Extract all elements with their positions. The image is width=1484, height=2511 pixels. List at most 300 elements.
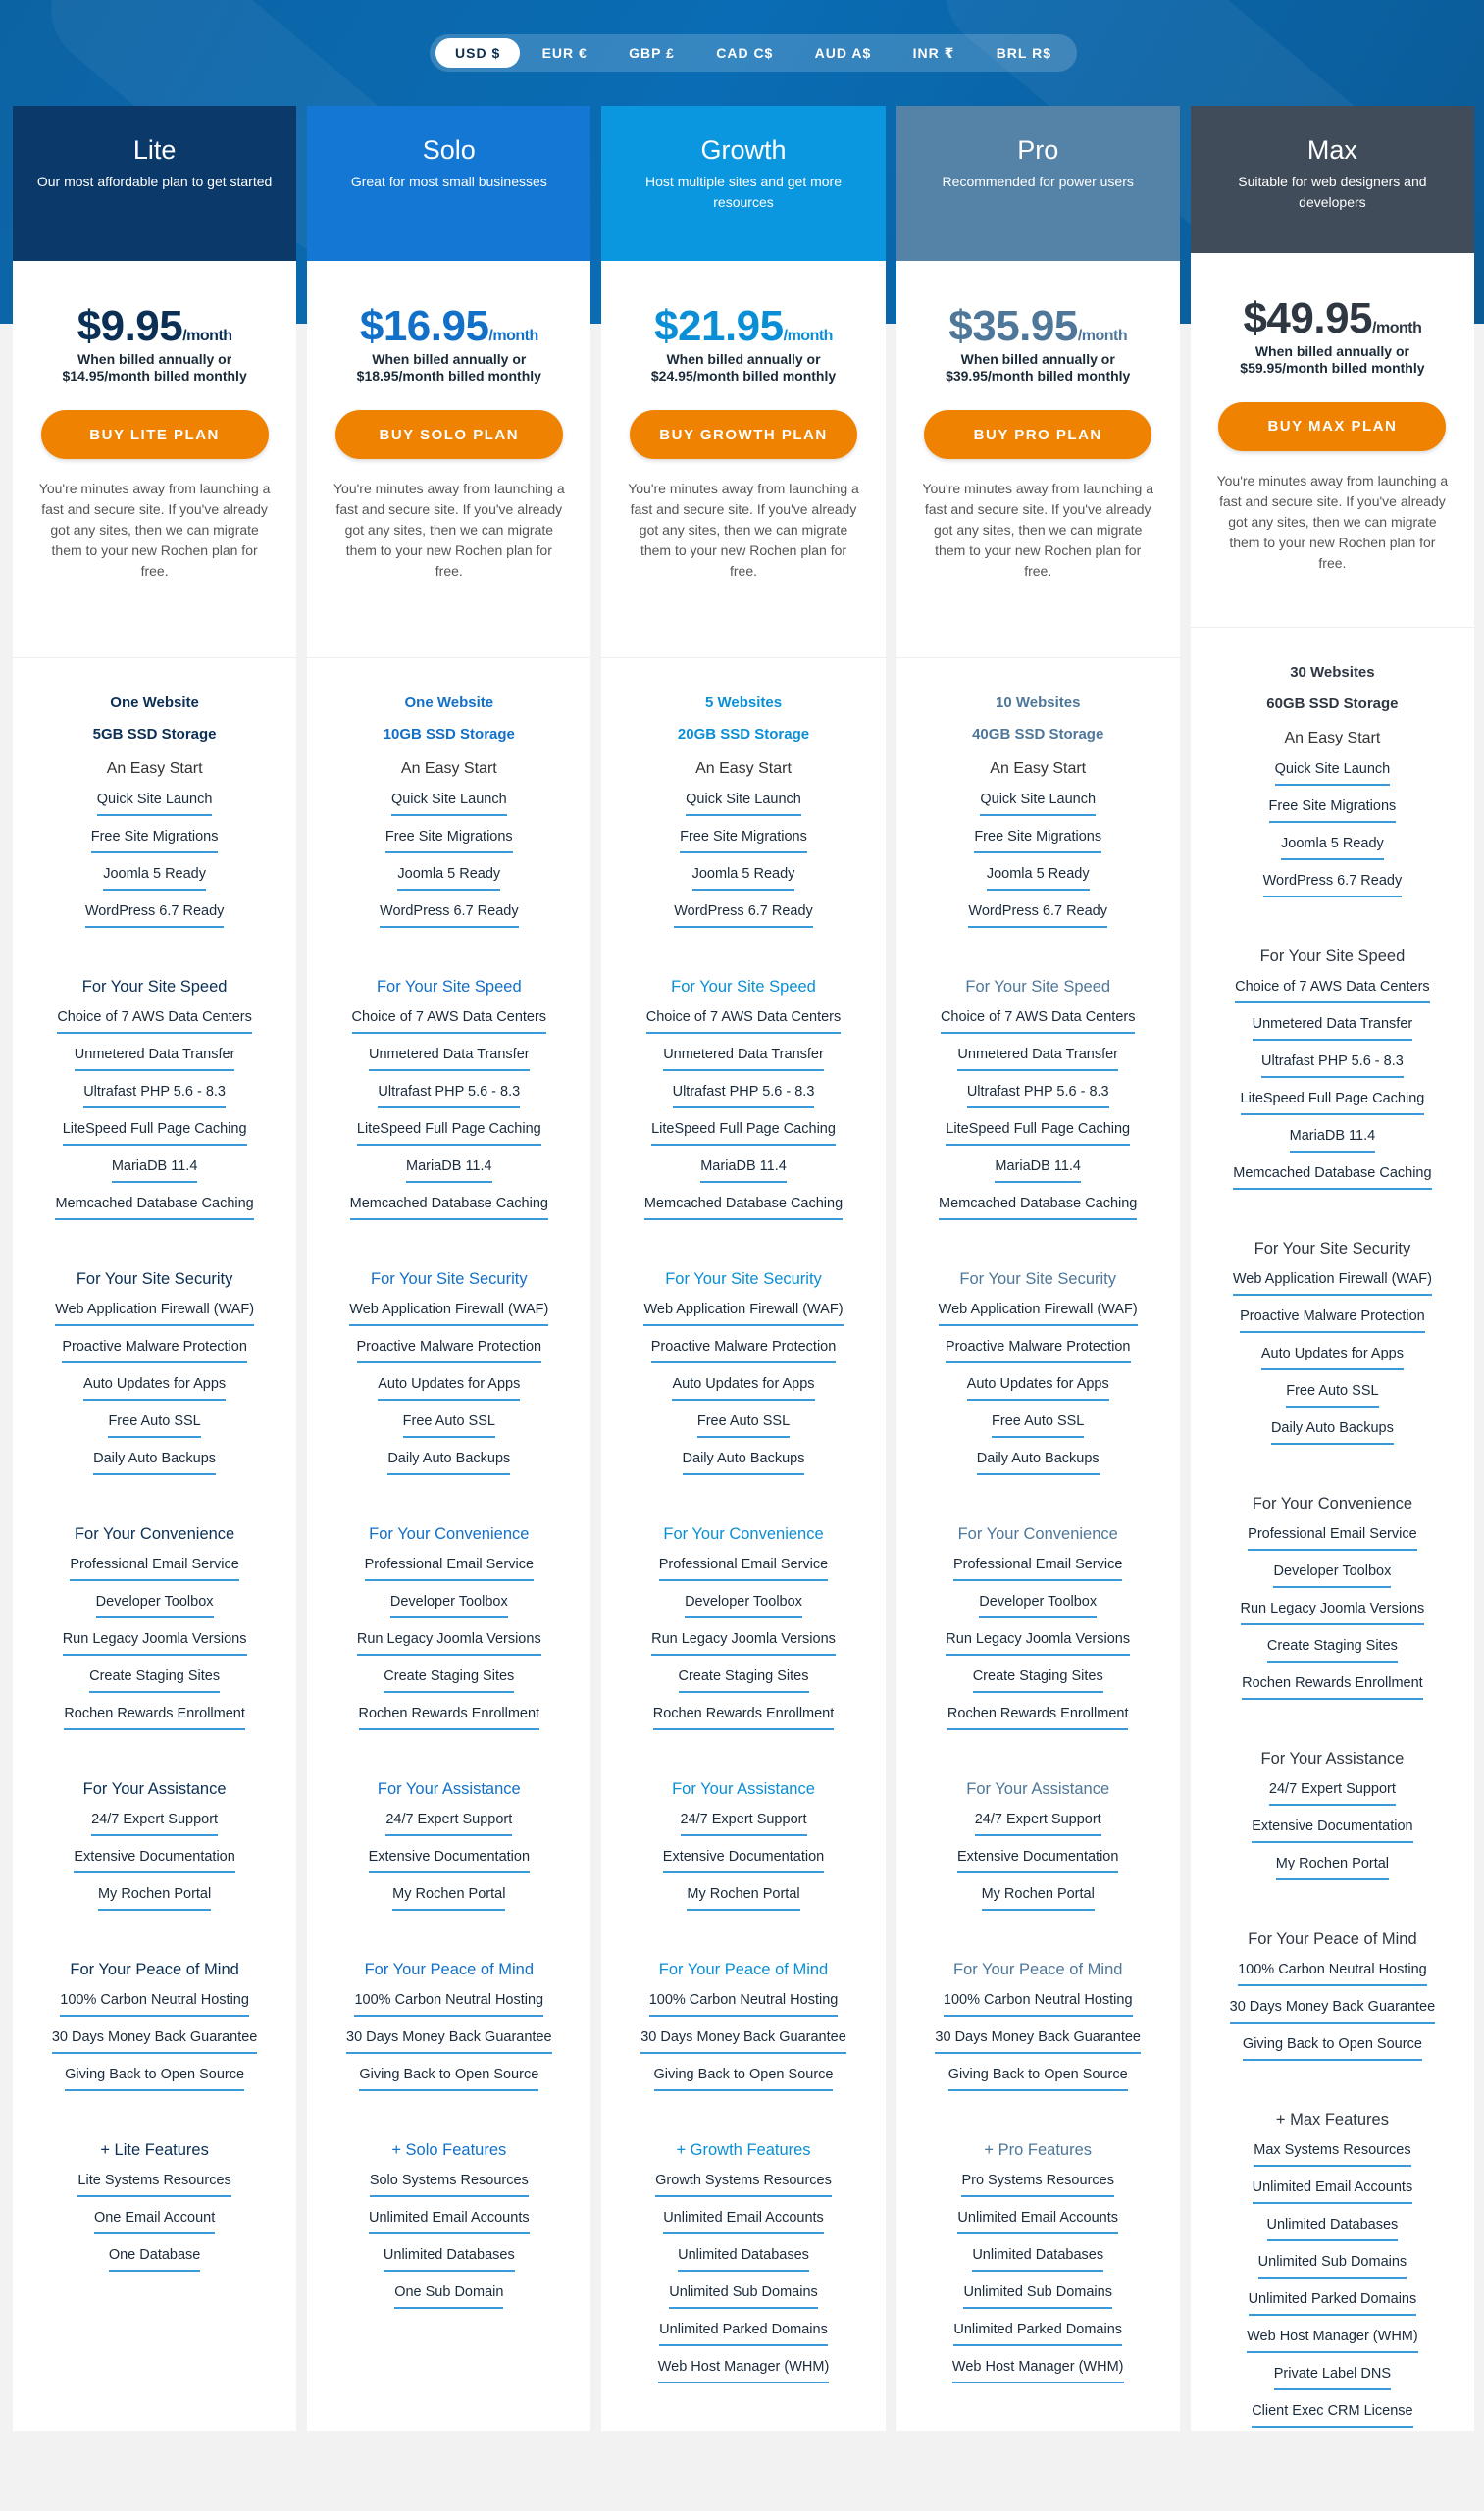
feature-link[interactable]: 100% Carbon Neutral Hosting bbox=[649, 1990, 839, 2017]
feature-link[interactable]: 100% Carbon Neutral Hosting bbox=[60, 1990, 249, 2017]
feature-group bbox=[896, 1959, 1180, 2094]
feature-link[interactable]: Web Host Manager (WHM) bbox=[1247, 2327, 1418, 2353]
feature-link[interactable]: Web Host Manager (WHM) bbox=[952, 2357, 1124, 2383]
currency-tab[interactable]: EUR € bbox=[541, 45, 588, 61]
feature-link[interactable]: Memcached Database Caching bbox=[939, 1194, 1137, 1220]
feature-link[interactable]: Create Staging Sites bbox=[89, 1666, 220, 1693]
feature-row bbox=[601, 2200, 885, 2237]
feature-row bbox=[1191, 751, 1474, 789]
feature-link[interactable]: Create Staging Sites bbox=[1267, 1636, 1398, 1663]
feature-group bbox=[1191, 946, 1474, 1193]
feature-row bbox=[307, 1329, 590, 1366]
feature-group bbox=[896, 1268, 1180, 1478]
feature-row bbox=[13, 1074, 296, 1111]
feature-link[interactable]: My Rochen Portal bbox=[687, 1884, 799, 1911]
feature-link[interactable]: Rochen Rewards Enrollment bbox=[653, 1704, 835, 1730]
feature-row bbox=[1191, 969, 1474, 1006]
feature-link[interactable]: Quick Site Launch bbox=[1275, 759, 1391, 786]
feature-link[interactable]: Rochen Rewards Enrollment bbox=[64, 1704, 245, 1730]
feature-group bbox=[13, 1523, 296, 1733]
feature-link[interactable]: Run Legacy Joomla Versions bbox=[651, 1629, 836, 1656]
feature-row bbox=[13, 2057, 296, 2094]
feature-link[interactable]: Proactive Malware Protection bbox=[1240, 1307, 1425, 1333]
feature-link[interactable]: Giving Back to Open Source bbox=[654, 2065, 834, 2091]
storage: 10GB SSD Storage bbox=[383, 726, 515, 743]
feature-link[interactable]: Choice of 7 AWS Data Centers bbox=[352, 1007, 547, 1034]
feature-link[interactable]: Web Host Manager (WHM) bbox=[658, 2357, 830, 2383]
price-period: /month bbox=[783, 328, 833, 344]
feature-link[interactable]: Unlimited Sub Domains bbox=[1258, 2252, 1407, 2279]
feature-link[interactable]: Unlimited Databases bbox=[972, 2245, 1103, 2272]
feature-group-title: For Your Site Security bbox=[665, 1270, 822, 1288]
feature-row bbox=[1191, 1809, 1474, 1846]
feature-row bbox=[1191, 1299, 1474, 1336]
feature-row bbox=[1191, 1118, 1474, 1155]
feature-group bbox=[1191, 726, 1474, 900]
feature-row bbox=[307, 1404, 590, 1441]
feature-link[interactable]: WordPress 6.7 Ready bbox=[1263, 871, 1403, 897]
feature-link[interactable]: MariaDB 11.4 bbox=[995, 1156, 1081, 1183]
feature-link[interactable]: 30 Days Money Back Guarantee bbox=[935, 2027, 1141, 2054]
feature-link[interactable]: My Rochen Portal bbox=[982, 1884, 1095, 1911]
feature-row bbox=[1191, 1771, 1474, 1809]
feature-link[interactable]: Giving Back to Open Source bbox=[1243, 2034, 1422, 2061]
feature-row bbox=[307, 2163, 590, 2200]
feature-row bbox=[1191, 863, 1474, 900]
feature-link[interactable]: Choice of 7 AWS Data Centers bbox=[941, 1007, 1136, 1034]
feature-row bbox=[307, 894, 590, 931]
feature-row bbox=[307, 1441, 590, 1478]
feature-row bbox=[601, 1802, 885, 1839]
feature-link[interactable]: Unmetered Data Transfer bbox=[957, 1045, 1118, 1071]
feature-link[interactable]: Developer Toolbox bbox=[390, 1592, 508, 1618]
feature-row bbox=[896, 782, 1180, 819]
feature-row bbox=[307, 2275, 590, 2312]
price-period: /month bbox=[1372, 319, 1422, 336]
feature-link[interactable]: Proactive Malware Protection bbox=[946, 1337, 1131, 1363]
buy-pro-button[interactable]: BUY PRO PLAN bbox=[924, 410, 1151, 459]
feature-row bbox=[601, 1149, 885, 1186]
buy-growth-button[interactable]: BUY GROWTH PLAN bbox=[630, 410, 857, 459]
feature-row bbox=[1191, 789, 1474, 826]
feature-link[interactable]: Extensive Documentation bbox=[1252, 1817, 1412, 1843]
feature-link[interactable]: Ultrafast PHP 5.6 - 8.3 bbox=[83, 1082, 226, 1108]
feature-link[interactable]: Client Exec CRM License bbox=[1252, 2401, 1412, 2428]
plan-blurb: You're minutes away from launching a fast and secure site. If you've already got any sites, then we can migrate them to your new Rochen plan for free. bbox=[628, 481, 859, 579]
feature-link[interactable]: Quick Site Launch bbox=[686, 790, 801, 816]
feature-row bbox=[13, 1621, 296, 1659]
feature-row bbox=[307, 2237, 590, 2275]
feature-link[interactable]: Ultrafast PHP 5.6 - 8.3 bbox=[378, 1082, 520, 1108]
feature-group-title: For Your Convenience bbox=[957, 1525, 1118, 1543]
plan-card-solo bbox=[307, 106, 590, 2431]
feature-row bbox=[601, 2020, 885, 2057]
plan-header bbox=[1191, 106, 1474, 253]
feature-link[interactable]: WordPress 6.7 Ready bbox=[380, 901, 519, 928]
feature-link[interactable]: Auto Updates for Apps bbox=[967, 1374, 1109, 1401]
feature-link[interactable]: Unlimited Email Accounts bbox=[957, 2208, 1118, 2234]
plan-name: Lite bbox=[132, 135, 177, 165]
feature-row bbox=[1191, 1591, 1474, 1628]
feature-link[interactable]: Giving Back to Open Source bbox=[359, 2065, 538, 2091]
feature-link[interactable]: Max Systems Resources bbox=[1254, 2140, 1410, 2167]
feature-group bbox=[896, 976, 1180, 1223]
feature-link[interactable]: One Email Account bbox=[94, 2208, 215, 2234]
price bbox=[26, 302, 282, 351]
feature-group-title: + Pro Features bbox=[984, 2141, 1093, 2159]
feature-link[interactable]: Web Application Firewall (WAF) bbox=[1233, 1269, 1432, 1296]
feature-row bbox=[1191, 2170, 1474, 2207]
feature-group bbox=[896, 756, 1180, 931]
currency-tab[interactable]: AUD A$ bbox=[814, 45, 872, 61]
site-count: 30 Websites bbox=[1290, 664, 1375, 681]
feature-link[interactable]: My Rochen Portal bbox=[98, 1884, 211, 1911]
currency-tab[interactable]: INR ₹ bbox=[912, 44, 955, 61]
feature-row bbox=[13, 1329, 296, 1366]
feature-row bbox=[13, 1982, 296, 2020]
feature-row bbox=[601, 782, 885, 819]
feature-row bbox=[13, 782, 296, 819]
feature-link[interactable]: Extensive Documentation bbox=[957, 1847, 1118, 1873]
feature-link[interactable]: Professional Email Service bbox=[365, 1555, 534, 1581]
feature-link[interactable]: Unlimited Databases bbox=[678, 2245, 809, 2272]
feature-group bbox=[13, 1959, 296, 2094]
feature-link[interactable]: Run Legacy Joomla Versions bbox=[63, 1629, 247, 1656]
feature-row bbox=[307, 2200, 590, 2237]
feature-row bbox=[1191, 1261, 1474, 1299]
feature-link[interactable]: Auto Updates for Apps bbox=[1261, 1344, 1404, 1370]
price-section bbox=[13, 261, 296, 658]
feature-link[interactable]: Rochen Rewards Enrollment bbox=[359, 1704, 540, 1730]
feature-row bbox=[1191, 1155, 1474, 1193]
feature-row bbox=[307, 1186, 590, 1223]
feature-row bbox=[601, 2163, 885, 2200]
feature-group-title: For Your Assistance bbox=[672, 1780, 815, 1798]
feature-link[interactable]: Unlimited Parked Domains bbox=[1249, 2289, 1417, 2316]
feature-link[interactable]: 100% Carbon Neutral Hosting bbox=[944, 1990, 1133, 2017]
feature-link[interactable]: Developer Toolbox bbox=[979, 1592, 1097, 1618]
feature-group-title: For Your Assistance bbox=[1260, 1750, 1405, 1768]
feature-link[interactable]: 100% Carbon Neutral Hosting bbox=[354, 1990, 543, 2017]
feature-row bbox=[1191, 1006, 1474, 1044]
feature-link[interactable]: Professional Email Service bbox=[70, 1555, 238, 1581]
currency-tab[interactable]: USD $ bbox=[435, 38, 520, 68]
feature-link[interactable]: Daily Auto Backups bbox=[387, 1449, 510, 1475]
feature-group bbox=[307, 976, 590, 1223]
feature-row bbox=[601, 1441, 885, 1478]
feature-row bbox=[601, 1329, 885, 1366]
feature-link[interactable]: Web Application Firewall (WAF) bbox=[55, 1300, 254, 1326]
feature-row bbox=[307, 1547, 590, 1584]
feature-group bbox=[307, 2139, 590, 2312]
feature-link[interactable]: Run Legacy Joomla Versions bbox=[357, 1629, 541, 1656]
feature-link[interactable]: Unmetered Data Transfer bbox=[369, 1045, 530, 1071]
feature-row bbox=[601, 1696, 885, 1733]
feature-link[interactable]: 24/7 Expert Support bbox=[975, 1810, 1101, 1836]
feature-row bbox=[13, 1547, 296, 1584]
feature-group bbox=[307, 756, 590, 931]
feature-link[interactable]: Memcached Database Caching bbox=[644, 1194, 843, 1220]
feature-link[interactable]: 24/7 Expert Support bbox=[1269, 1779, 1396, 1806]
feature-link[interactable]: Extensive Documentation bbox=[663, 1847, 824, 1873]
feature-link[interactable]: Unlimited Parked Domains bbox=[659, 2320, 828, 2346]
feature-link[interactable]: Ultrafast PHP 5.6 - 8.3 bbox=[967, 1082, 1109, 1108]
feature-link[interactable]: Free Auto SSL bbox=[697, 1411, 790, 1438]
feature-link[interactable]: LiteSpeed Full Page Caching bbox=[946, 1119, 1130, 1146]
feature-link[interactable]: Professional Email Service bbox=[1248, 1524, 1416, 1551]
feature-list bbox=[307, 658, 590, 2312]
feature-link[interactable]: Pro Systems Resources bbox=[961, 2171, 1114, 2197]
feature-group-title: For Your Site Security bbox=[1254, 1240, 1411, 1257]
feature-row bbox=[896, 2237, 1180, 2275]
feature-link[interactable]: 30 Days Money Back Guarantee bbox=[52, 2027, 258, 2054]
feature-group-title: For Your Site Security bbox=[76, 1270, 233, 1288]
feature-link[interactable]: Growth Systems Resources bbox=[655, 2171, 832, 2197]
feature-link[interactable]: Web Application Firewall (WAF) bbox=[939, 1300, 1138, 1326]
feature-row bbox=[307, 1037, 590, 1074]
feature-link[interactable]: MariaDB 11.4 bbox=[700, 1156, 787, 1183]
feature-row bbox=[13, 1839, 296, 1876]
feature-group bbox=[1191, 1748, 1474, 1883]
feature-link[interactable]: Free Auto SSL bbox=[108, 1411, 200, 1438]
feature-row bbox=[896, 1802, 1180, 1839]
feature-link[interactable]: Free Site Migrations bbox=[1269, 796, 1397, 823]
feature-link[interactable]: Joomla 5 Ready bbox=[692, 864, 795, 891]
feature-link[interactable]: Auto Updates for Apps bbox=[378, 1374, 520, 1401]
feature-row bbox=[601, 1876, 885, 1914]
billing-monthly: $39.95/month billed monthly bbox=[946, 368, 1131, 384]
feature-link[interactable]: Free Site Migrations bbox=[680, 827, 807, 853]
feature-link[interactable]: Free Site Migrations bbox=[974, 827, 1101, 853]
feature-link[interactable]: Daily Auto Backups bbox=[683, 1449, 805, 1475]
feature-link[interactable]: Free Site Migrations bbox=[91, 827, 219, 853]
feature-link[interactable]: Quick Site Launch bbox=[391, 790, 507, 816]
feature-link[interactable]: WordPress 6.7 Ready bbox=[85, 901, 225, 928]
feature-link[interactable]: Unlimited Email Accounts bbox=[1253, 2178, 1413, 2204]
site-count: One Website bbox=[404, 694, 494, 711]
feature-link[interactable]: Unmetered Data Transfer bbox=[1253, 1014, 1413, 1041]
feature-link[interactable]: Professional Email Service bbox=[659, 1555, 828, 1581]
feature-row bbox=[601, 1186, 885, 1223]
feature-row bbox=[1191, 1081, 1474, 1118]
feature-link[interactable]: LiteSpeed Full Page Caching bbox=[357, 1119, 541, 1146]
feature-link[interactable]: Unmetered Data Transfer bbox=[75, 1045, 235, 1071]
feature-link[interactable]: 30 Days Money Back Guarantee bbox=[346, 2027, 552, 2054]
feature-link[interactable]: Web Application Firewall (WAF) bbox=[643, 1300, 843, 1326]
feature-group bbox=[601, 976, 885, 1223]
feature-row bbox=[1191, 2319, 1474, 2356]
feature-link[interactable]: MariaDB 11.4 bbox=[406, 1156, 492, 1183]
feature-link[interactable]: Proactive Malware Protection bbox=[62, 1337, 247, 1363]
price-amount: $9.95 bbox=[77, 302, 183, 350]
feature-group-title: An Easy Start bbox=[106, 760, 203, 777]
feature-row bbox=[1191, 1044, 1474, 1081]
buy-lite-button[interactable]: BUY LITE PLAN bbox=[41, 410, 269, 459]
feature-group-title: For Your Convenience bbox=[74, 1525, 235, 1543]
feature-link[interactable]: Free Auto SSL bbox=[992, 1411, 1084, 1438]
feature-link[interactable]: MariaDB 11.4 bbox=[112, 1156, 198, 1183]
feature-link[interactable]: Extensive Documentation bbox=[369, 1847, 530, 1873]
feature-link[interactable]: Daily Auto Backups bbox=[93, 1449, 216, 1475]
buy-solo-button[interactable]: BUY SOLO PLAN bbox=[335, 410, 563, 459]
feature-link[interactable]: Joomla 5 Ready bbox=[397, 864, 500, 891]
feature-row bbox=[13, 819, 296, 856]
feature-link[interactable]: Unlimited Databases bbox=[384, 2245, 515, 2272]
feature-link[interactable]: One Sub Domain bbox=[394, 2282, 503, 2309]
feature-link[interactable]: Memcached Database Caching bbox=[350, 1194, 548, 1220]
feature-group bbox=[601, 1778, 885, 1914]
feature-row bbox=[601, 1839, 885, 1876]
price-period: /month bbox=[182, 328, 232, 344]
feature-link[interactable]: Developer Toolbox bbox=[685, 1592, 802, 1618]
currency-tab[interactable]: BRL R$ bbox=[996, 45, 1051, 61]
feature-group-title: For Your Site Speed bbox=[81, 978, 228, 996]
feature-link[interactable]: LiteSpeed Full Page Caching bbox=[651, 1119, 836, 1146]
feature-link[interactable]: WordPress 6.7 Ready bbox=[674, 901, 813, 928]
buy-max-button[interactable]: BUY MAX PLAN bbox=[1218, 402, 1446, 451]
feature-group bbox=[1191, 1238, 1474, 1448]
plan-tagline: Suitable for web designers and developers bbox=[1238, 174, 1427, 210]
feature-link[interactable]: Ultrafast PHP 5.6 - 8.3 bbox=[673, 1082, 815, 1108]
plan-specs bbox=[13, 688, 296, 750]
feature-link[interactable]: Daily Auto Backups bbox=[977, 1449, 1100, 1475]
feature-link[interactable]: Memcached Database Caching bbox=[55, 1194, 253, 1220]
feature-link[interactable]: My Rochen Portal bbox=[1276, 1854, 1389, 1880]
feature-link[interactable]: Unlimited Sub Domains bbox=[669, 2282, 818, 2309]
plan-card-pro bbox=[896, 106, 1180, 2431]
feature-link[interactable]: Proactive Malware Protection bbox=[651, 1337, 837, 1363]
feature-group bbox=[601, 2139, 885, 2386]
feature-link[interactable]: Solo Systems Resources bbox=[370, 2171, 529, 2197]
feature-link[interactable]: LiteSpeed Full Page Caching bbox=[63, 1119, 247, 1146]
feature-link[interactable]: 30 Days Money Back Guarantee bbox=[640, 2027, 846, 2054]
currency-tab[interactable]: CAD C$ bbox=[716, 45, 774, 61]
plan-blurb: You're minutes away from launching a fast and secure site. If you've already got any sites, then we can migrate them to your new Rochen plan for free. bbox=[922, 481, 1154, 579]
feature-link[interactable]: Free Auto SSL bbox=[403, 1411, 495, 1438]
price-amount: $16.95 bbox=[359, 302, 489, 350]
feature-link[interactable]: Giving Back to Open Source bbox=[65, 2065, 244, 2091]
feature-row bbox=[896, 1547, 1180, 1584]
feature-link[interactable]: 24/7 Expert Support bbox=[385, 1810, 512, 1836]
feature-row bbox=[307, 999, 590, 1037]
feature-link[interactable]: Joomla 5 Ready bbox=[103, 864, 206, 891]
feature-link[interactable]: Choice of 7 AWS Data Centers bbox=[1235, 977, 1430, 1003]
price-section bbox=[601, 261, 885, 658]
feature-link[interactable]: Rochen Rewards Enrollment bbox=[947, 1704, 1129, 1730]
feature-link[interactable]: Unlimited Databases bbox=[1267, 2215, 1399, 2241]
feature-link[interactable]: Proactive Malware Protection bbox=[357, 1337, 542, 1363]
feature-link[interactable]: Free Auto SSL bbox=[1286, 1381, 1378, 1408]
feature-link[interactable]: Quick Site Launch bbox=[97, 790, 213, 816]
feature-link[interactable]: Unlimited Sub Domains bbox=[963, 2282, 1112, 2309]
feature-row bbox=[307, 856, 590, 894]
price-section bbox=[307, 261, 590, 658]
feature-link[interactable]: Quick Site Launch bbox=[980, 790, 1096, 816]
feature-link[interactable]: Free Site Migrations bbox=[385, 827, 513, 853]
feature-link[interactable]: Create Staging Sites bbox=[384, 1666, 514, 1693]
feature-link[interactable]: LiteSpeed Full Page Caching bbox=[1241, 1089, 1425, 1115]
feature-link[interactable]: Rochen Rewards Enrollment bbox=[1242, 1673, 1423, 1700]
feature-group bbox=[601, 1268, 885, 1478]
plan-specs bbox=[1191, 657, 1474, 720]
feature-link[interactable]: Private Label DNS bbox=[1274, 2364, 1391, 2390]
feature-link[interactable]: My Rochen Portal bbox=[392, 1884, 505, 1911]
feature-row bbox=[1191, 1373, 1474, 1410]
feature-link[interactable]: Ultrafast PHP 5.6 - 8.3 bbox=[1261, 1051, 1404, 1078]
feature-row bbox=[13, 1584, 296, 1621]
storage: 5GB SSD Storage bbox=[92, 726, 217, 743]
feature-group-title: + Max Features bbox=[1275, 2111, 1389, 2128]
feature-row bbox=[896, 1329, 1180, 1366]
feature-group-title: For Your Peace of Mind bbox=[1248, 1930, 1417, 1948]
plan-tagline: Our most affordable plan to get started bbox=[36, 174, 273, 189]
feature-link[interactable]: Choice of 7 AWS Data Centers bbox=[57, 1007, 252, 1034]
feature-link[interactable]: Joomla 5 Ready bbox=[1281, 834, 1384, 860]
feature-link[interactable]: MariaDB 11.4 bbox=[1290, 1126, 1376, 1153]
feature-link[interactable]: Unlimited Email Accounts bbox=[369, 2208, 530, 2234]
feature-link[interactable]: Memcached Database Caching bbox=[1233, 1163, 1431, 1190]
feature-row bbox=[601, 856, 885, 894]
plan-header bbox=[307, 106, 590, 261]
feature-link[interactable]: Professional Email Service bbox=[953, 1555, 1122, 1581]
feature-row bbox=[601, 894, 885, 931]
feature-link[interactable]: Web Application Firewall (WAF) bbox=[349, 1300, 548, 1326]
feature-link[interactable]: 30 Days Money Back Guarantee bbox=[1230, 1997, 1436, 2024]
feature-link[interactable]: Auto Updates for Apps bbox=[83, 1374, 226, 1401]
feature-link[interactable]: 24/7 Expert Support bbox=[681, 1810, 807, 1836]
feature-link[interactable]: Run Legacy Joomla Versions bbox=[946, 1629, 1130, 1656]
feature-link[interactable]: Developer Toolbox bbox=[1273, 1562, 1391, 1588]
feature-link[interactable]: WordPress 6.7 Ready bbox=[968, 901, 1107, 928]
feature-link[interactable]: Lite Systems Resources bbox=[77, 2171, 230, 2197]
feature-row bbox=[307, 1366, 590, 1404]
feature-group bbox=[896, 1523, 1180, 1733]
feature-row bbox=[13, 999, 296, 1037]
feature-row bbox=[13, 856, 296, 894]
feature-link[interactable]: Developer Toolbox bbox=[96, 1592, 214, 1618]
feature-row bbox=[13, 1111, 296, 1149]
feature-group bbox=[1191, 2109, 1474, 2431]
feature-row bbox=[1191, 2132, 1474, 2170]
feature-link[interactable]: Extensive Documentation bbox=[74, 1847, 234, 1873]
feature-group-title: For Your Convenience bbox=[663, 1525, 824, 1543]
feature-link[interactable]: Daily Auto Backups bbox=[1271, 1418, 1394, 1445]
feature-link[interactable]: 100% Carbon Neutral Hosting bbox=[1238, 1960, 1427, 1986]
feature-link[interactable]: Unlimited Parked Domains bbox=[953, 2320, 1122, 2346]
feature-link[interactable]: Choice of 7 AWS Data Centers bbox=[646, 1007, 842, 1034]
feature-link[interactable]: Joomla 5 Ready bbox=[987, 864, 1090, 891]
feature-group bbox=[13, 1268, 296, 1478]
feature-link[interactable]: One Database bbox=[109, 2245, 201, 2272]
feature-link[interactable]: Auto Updates for Apps bbox=[672, 1374, 814, 1401]
feature-link[interactable]: Unlimited Email Accounts bbox=[663, 2208, 824, 2234]
feature-link[interactable]: Create Staging Sites bbox=[679, 1666, 809, 1693]
feature-link[interactable]: Unmetered Data Transfer bbox=[663, 1045, 824, 1071]
currency-tab[interactable]: GBP £ bbox=[629, 45, 675, 61]
plan-blurb: You're minutes away from launching a fast and secure site. If you've already got any sites, then we can migrate them to your new Rochen plan for free. bbox=[38, 481, 271, 579]
feature-link[interactable]: Giving Back to Open Source bbox=[948, 2065, 1128, 2091]
feature-link[interactable]: Run Legacy Joomla Versions bbox=[1241, 1599, 1425, 1625]
billing-note: When billed annually or bbox=[372, 351, 527, 367]
feature-group-title: For Your Site Speed bbox=[376, 978, 522, 996]
feature-row bbox=[601, 2275, 885, 2312]
feature-group-title: An Easy Start bbox=[400, 760, 497, 777]
feature-row bbox=[601, 2312, 885, 2349]
feature-link[interactable]: Create Staging Sites bbox=[973, 1666, 1103, 1693]
feature-link[interactable]: 24/7 Expert Support bbox=[91, 1810, 218, 1836]
plan-specs bbox=[601, 688, 885, 750]
feature-row bbox=[601, 1547, 885, 1584]
